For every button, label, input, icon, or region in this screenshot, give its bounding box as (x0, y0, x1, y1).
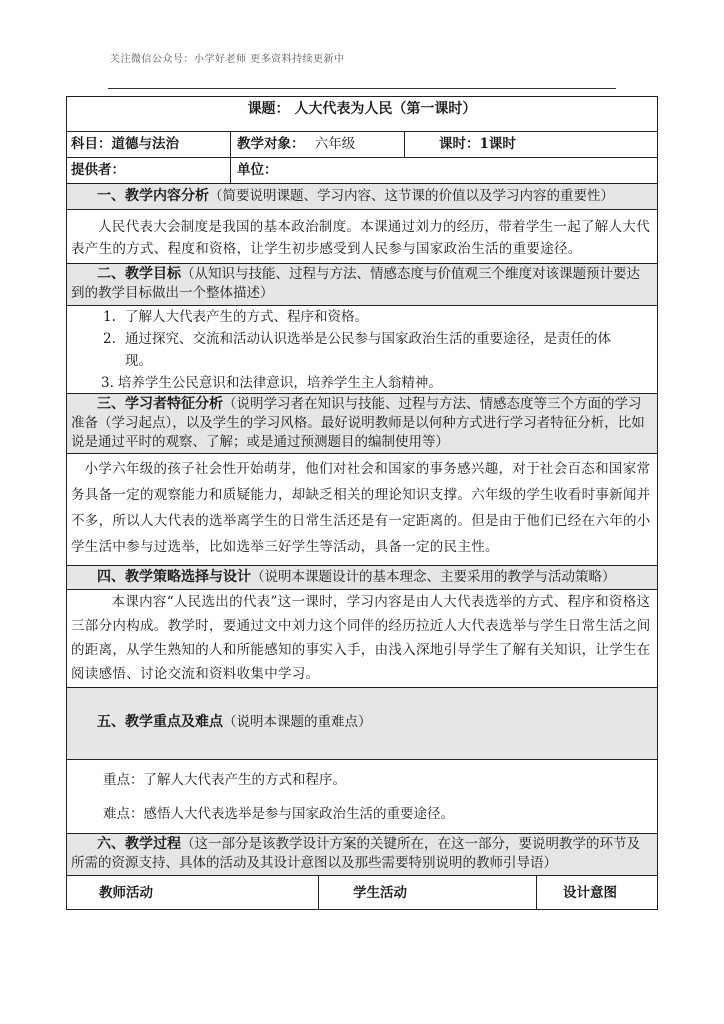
goal-item (67, 372, 657, 394)
info-row-subject (66, 132, 658, 158)
difficulty-point: 难点：感悟人大代表选举是参与国家政治生活的重要途径。 (103, 806, 454, 822)
section-4-note: （说明本课题设计的基本理念、主要采用的教学与活动策略） (251, 569, 616, 585)
section-2-title: 二、教学目标 (97, 266, 181, 282)
provider-cell: 提供者： (67, 158, 231, 183)
section-4-title: 四、教学策略选择与设计 (97, 569, 251, 585)
section-2-goals (66, 306, 658, 394)
target-cell (231, 132, 405, 157)
section-3-heading (66, 394, 658, 454)
section-3-body: 小学六年级的孩子社会性开始萌芽，他们对社会和国家的事务感兴趣，对于社会百态和国家常务具备一定的观察能力和质疑能力，却缺乏相关的理论知识支撑。六年级的学生收看时事新闻并不多，所以人大代表的选举离学生的日常生活还是有一定距离的。但是由于他们已经在六年的小学生活中参与过选举，比如选举三好学生等活动，具备一定的民主性。 (66, 454, 658, 566)
section-2-note: （从知识与技能、过程与方法、情感态度与价值观三个维度对该课题预计要达到的教学目标做出一个整体描述） (71, 266, 640, 301)
goal-text: 了解人大代表产生的方式、程序和资格。 (125, 309, 368, 325)
section-1-body: 人民代表大会制度是我国的基本政治制度。本课通过刘力的经历，带着学生一起了解人大代表产生的方式、程度和资格，让学生初步感受到人民参与国家政治生活的重要途径。 (66, 210, 658, 264)
section-4-body: 本课内容“人民选出的代表”这一课时，学习内容是由人大代表选举的方式、程序和资格这三部分内构成。教学时，要通过文中刘力这个同伴的经历拉近人大代表选举与学生日常生活之间的距离，从学生熟知的人和所能感知的事实入手，由浅入深地引导学生了解有关知识，让学生在阅读感悟、讨论交流和资料收集中学习。 (66, 590, 658, 688)
goal-item (67, 328, 657, 350)
unit-cell: 单位： (237, 162, 278, 178)
process-table-header (66, 876, 658, 910)
lesson-plan-table (66, 96, 658, 910)
section-3-note: （说明学习者在知识与技能、过程与方法、情感态度等三个方面的学习准备（学习起点），以及学生的学习风格。最好说明教师是以何种方式进行学习者特征分析，比如说是通过平时的观察、了解；或是通过预测题目的编制使用等） (71, 396, 645, 450)
header-note: 关注微信公众号：小学好老师 更多资料持续更新中 (110, 54, 345, 65)
key-point: 重点：了解人大代表产生的方式和程序。 (103, 772, 346, 788)
section-6-note: （这一部分是该教学设计方案的关键所在，在这一部分，要说明教学的环节及所需的资源支持、具体的活动及其设计意图以及那些需要特别说明的教师引导语） (71, 836, 640, 871)
target-label: 教学对象： (237, 136, 305, 152)
section-1-heading (66, 184, 658, 210)
header-divider (108, 88, 616, 89)
student-activity-header: 学生活动 (319, 876, 537, 909)
section-1-title: 一、教学内容分析 (97, 188, 209, 204)
goal-number: 1. (103, 309, 116, 325)
target-value: 六年级 (314, 136, 356, 152)
section-3-title: 三、学习者特征分析 (97, 396, 223, 412)
subject-cell: 科目：道德与法治 (67, 132, 231, 157)
goal-continuation: 现。 (125, 353, 152, 369)
period-cell: 课时：1课时 (439, 136, 516, 152)
lesson-title: 课题： 人大代表为人民（第一课时） (66, 96, 658, 132)
section-5-heading (66, 688, 658, 760)
section-6-heading (66, 834, 658, 876)
section-1-note: （简要说明课题、学习内容、这节课的价值以及学习内容的重要性） (209, 188, 614, 204)
design-intent-header: 设计意图 (563, 885, 617, 901)
goal-text: 通过探究、交流和活动认识选举是公民参与国家政治生活的重要途径，是责任的体 (125, 331, 611, 347)
section-4-heading (66, 566, 658, 590)
section-5-title: 五、教学重点及难点 (97, 714, 223, 730)
goal-text: 培养学生公民意识和法律意识，培养学生主人翁精神。 (117, 375, 442, 391)
teacher-activity-header: 教师活动 (67, 876, 319, 909)
goal-number: 2. (103, 331, 116, 347)
section-5-body (66, 760, 658, 834)
section-6-title: 六、教学过程 (97, 836, 181, 852)
section-5-note: （说明本课题的重难点） (223, 714, 372, 730)
goal-number: 3. (101, 375, 114, 391)
section-2-heading (66, 264, 658, 306)
info-row-provider (66, 158, 658, 184)
goal-item (67, 306, 657, 328)
